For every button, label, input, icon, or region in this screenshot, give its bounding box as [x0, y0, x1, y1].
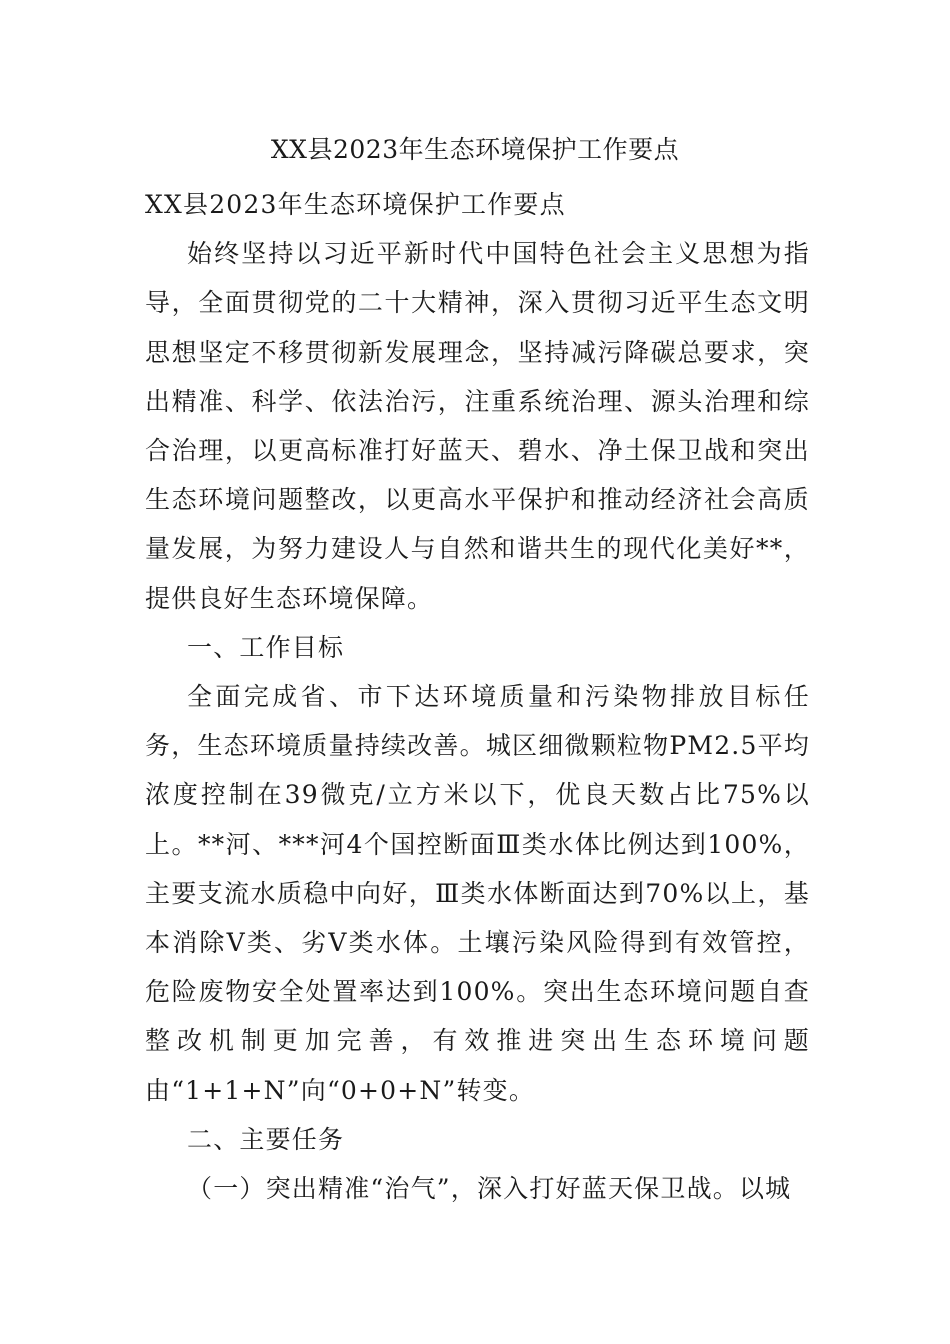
document-body	[145, 180, 810, 1213]
paragraph-intro: 始终坚持以习近平新时代中国特色社会主义思想为指导，全面贯彻党的二十大精神，深入贯彻习近平生态文明思想坚定不移贯彻新发展理念，坚持减污降碳总要求，突出精准、科学、依法治污，注重系统治理、源头治理和综合治理，以更高标准打好蓝天、碧水、净土保卫战和突出生态环境问题整改，以更高水平保护和推动经济社会高质量发展，为努力建设人与自然和谐共生的现代化美好**，提供良好生态环境保障。	[145, 239, 810, 613]
paragraph-task-1: （一）突出精准“治气”，深入打好蓝天保卫战。以城	[187, 1174, 792, 1204]
document-subtitle: XX县2023年生态环境保护工作要点	[145, 190, 566, 219]
paragraph-goals: 全面完成省、市下达环境质量和污染物排放目标任务，生态环境质量持续改善。城区细微颗粒物PM2.5平均浓度控制在39微克/立方米以下，优良天数占比75%以上。**河、***河4个国控断面Ⅲ类水体比例达到100%，主要支流水质稳中向好，Ⅲ类水体断面达到70%以上，基本消除Ⅴ类、劣Ⅴ类水体。土壤污染风险得到有效管控，危险废物安全处置率达到100%。突出生态环境问题自查整改机制更加完善，有效推进突出生态环境问题由“1+1+N”向“0+0+N”转变。	[145, 682, 810, 1105]
section-heading-goals: 一、工作目标	[187, 632, 345, 662]
document-title: XX县2023年生态环境保护工作要点	[270, 135, 680, 164]
section-heading-tasks: 二、主要任务	[187, 1124, 345, 1154]
